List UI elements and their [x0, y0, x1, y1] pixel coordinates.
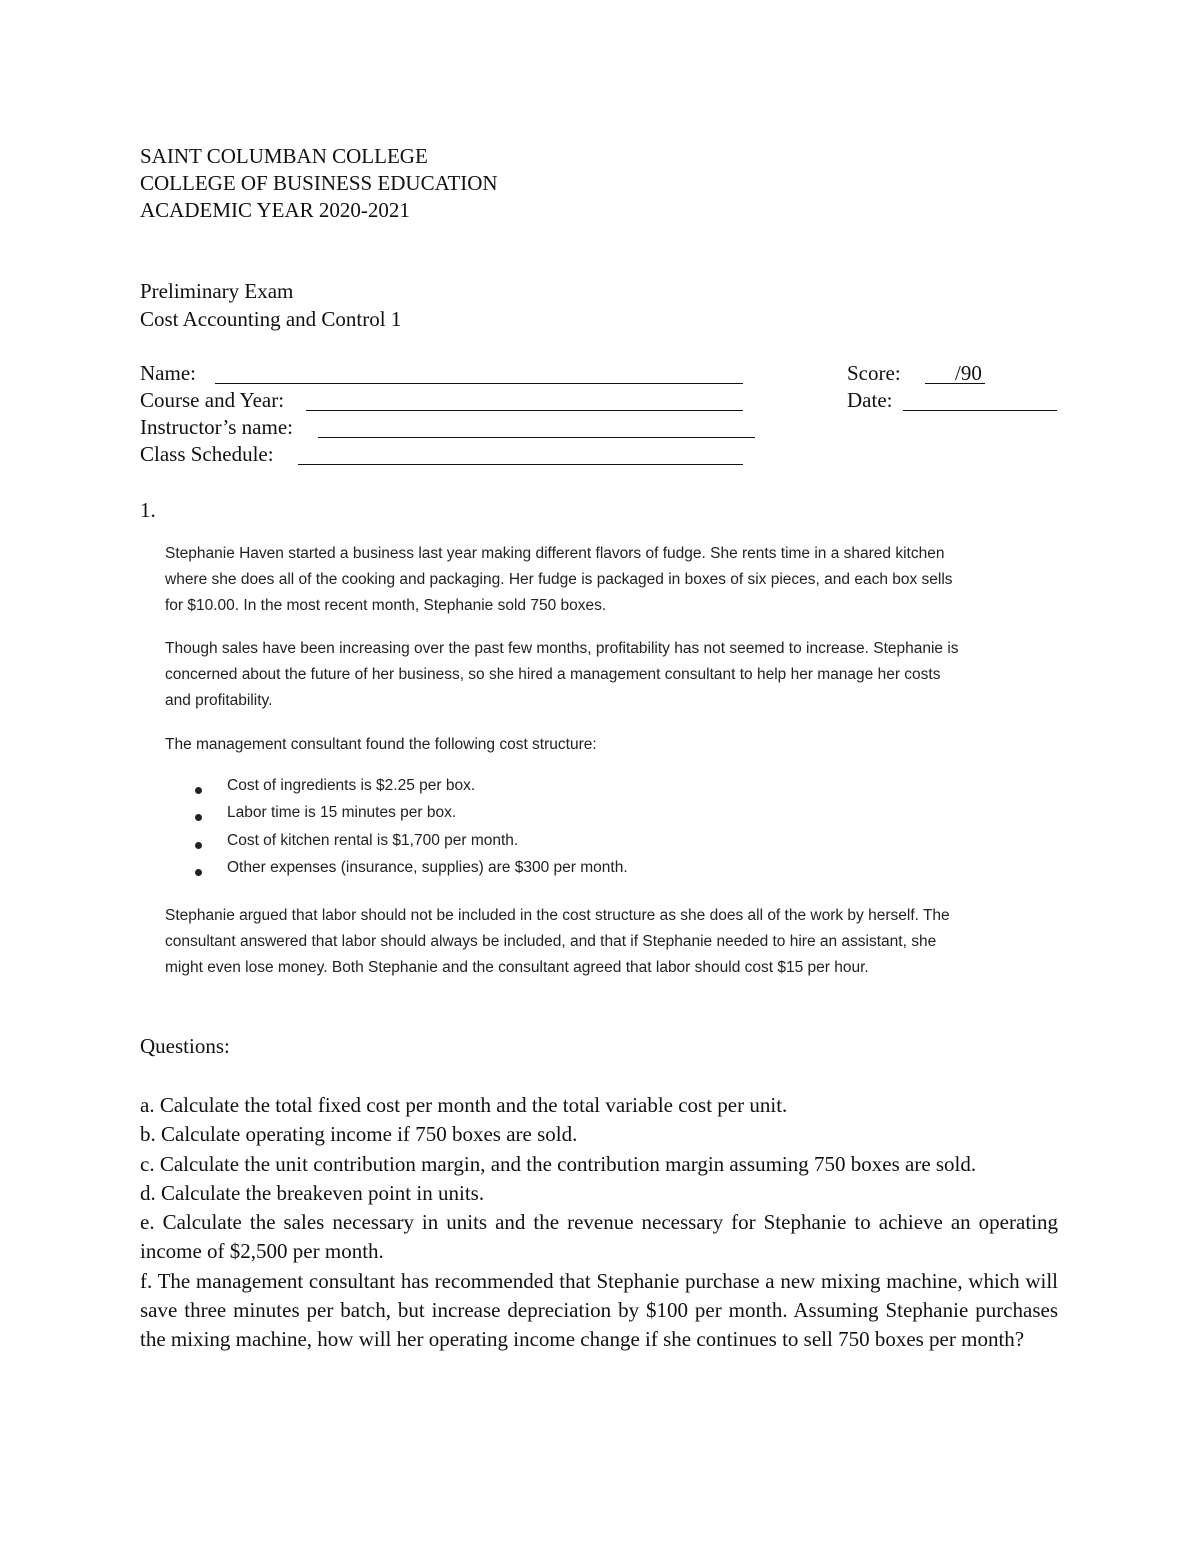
problem-paragraph-4	[165, 903, 965, 981]
list-item-text: Cost of kitchen rental is $1,700 per month.	[227, 832, 519, 849]
list-item-text: Labor time is 15 minutes per box.	[227, 804, 457, 821]
problem-text: Though sales have been increasing over the past few months, profitability has not seemed to increase. Stephanie is concerned about the future of her business, so she hired a management consultant to help her manage her costs and profitability.	[165, 640, 959, 709]
exam-title: Preliminary Exam	[140, 279, 294, 303]
name-label: Name:	[140, 361, 196, 385]
course-year-blank[interactable]	[306, 410, 743, 411]
class-schedule-label: Class Schedule:	[140, 442, 274, 466]
question-c: c. Calculate the unit contribution margin, and the contribution margin assuming 750 boxes are sold.	[140, 1151, 977, 1176]
date-blank[interactable]	[903, 410, 1057, 411]
course-year-label: Course and Year:	[140, 388, 285, 412]
bullet-icon	[195, 814, 202, 821]
name-blank[interactable]	[215, 383, 743, 384]
problem-paragraph-2	[165, 636, 965, 714]
question-b: b. Calculate operating income if 750 boxes are sold.	[140, 1122, 578, 1147]
problem-paragraph-1	[165, 541, 965, 619]
list-item-text: Other expenses (insurance, supplies) are $300 per month.	[227, 859, 628, 876]
college-name: COLLEGE OF BUSINESS EDUCATION	[140, 171, 498, 195]
question-f: f. The management consultant has recommended that Stephanie purchase a new mixing machine, which will save three minutes per batch, but increase depreciation by $100 per month. Assuming Stephanie purchases the mixing machine, how will her operating income change if she continues to sell 750 boxes per month?	[140, 1268, 1058, 1352]
question-a: a. Calculate the total fixed cost per month and the total variable cost per unit.	[140, 1093, 788, 1117]
problem-text: Stephanie Haven started a business last year making different flavors of fudge. She rents time in a shared kitchen where she does all of the cooking and packaging. Her fudge is packaged in boxes of six pieces, and each box sells for $10.00. In the most recent month, Stephanie sold 750 boxes.	[165, 545, 953, 614]
question-d: d. Calculate the breakeven point in units.	[140, 1180, 485, 1205]
problem-text: Stephanie argued that labor should not be included in the cost structure as she does all of the work by herself. The consultant answered that labor should always be included, and that if Stephanie needed to hire an assistant, she might even lose money. Both Stephanie and the consultant agreed that labor should cost $15 per hour.	[165, 907, 950, 976]
score-total: /90	[955, 361, 982, 385]
list-item-text: Cost of ingredients is $2.25 per box.	[227, 777, 476, 794]
instructor-blank[interactable]	[318, 437, 755, 438]
bullet-icon	[195, 869, 202, 876]
bullet-icon	[195, 842, 202, 849]
academic-year: ACADEMIC YEAR 2020-2021	[140, 198, 410, 222]
school-name: SAINT COLUMBAN COLLEGE	[140, 144, 428, 168]
score-label: Score:	[847, 361, 901, 385]
class-schedule-blank[interactable]	[298, 464, 743, 465]
question-list	[140, 1091, 1058, 1355]
bullet-icon	[195, 787, 202, 794]
exam-subject: Cost Accounting and Control 1	[140, 307, 402, 331]
question-e: e. Calculate the sales necessary in units and the revenue necessary for Stephanie to achieve an operating income of $2,500 per month.	[140, 1210, 1058, 1264]
problem-text: The management consultant found the following cost structure:	[165, 736, 597, 753]
instructor-label: Instructor’s name:	[140, 415, 293, 439]
questions-heading: Questions:	[140, 1034, 230, 1058]
date-label: Date:	[847, 388, 893, 412]
problem-number: 1.	[140, 498, 156, 522]
problem-paragraph-3	[165, 732, 965, 758]
